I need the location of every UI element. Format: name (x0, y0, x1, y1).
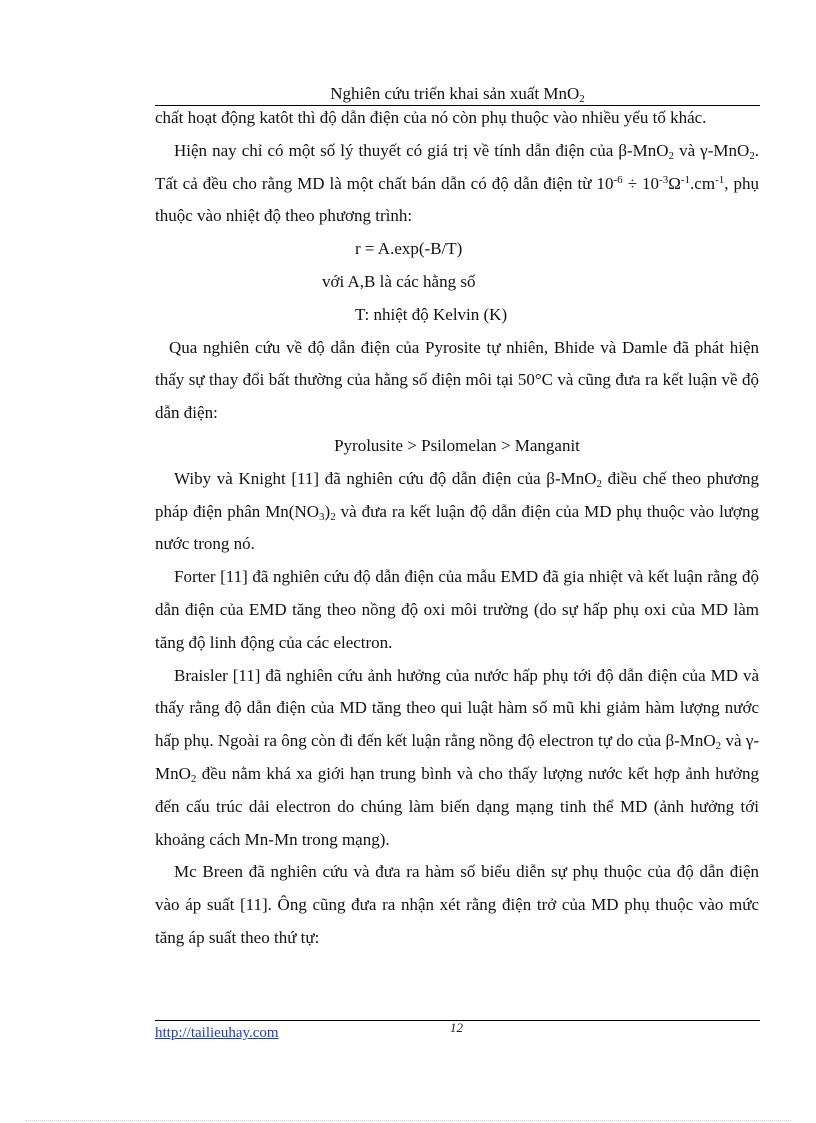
paragraph-3: Qua nghiên cứu về độ dẫn điện của Pyrosite tự nhiên, Bhide và Damle đã phát hiện thấy sự thay đổi bất thường của hằng số điện môi tại 50°C và cũng đưa ra kết luận về độ dẫn điện: (155, 337, 759, 423)
formula: r = A.exp(-B/T) (355, 239, 463, 259)
formula-note-constants: với A,B là các hằng số (322, 271, 476, 291)
paragraph-5: Forter [11] đã nghiên cứu độ dẫn điện của mẫu EMD đã gia nhiệt và kết luận rằng độ dẫn điện của EMD tăng theo nồng độ oxi môi trường (do sự hấp phụ oxi của MD làm tăng độ linh động của các electron. (155, 567, 759, 652)
formula-note-temperature: T: nhiệt độ Kelvin (K) (355, 304, 508, 324)
paragraph-2: Hiện nay chỉ có một số lý thuyết có giá trị về tính dẫn điện của β-MnO$_2$ và γ-MnO$_2$. Tất cả đều cho rằng MD là một chất bán dẫn có độ dẫn điện từ $10^{-6} \div 10^{-3}\Omega^{-1}.cm^{-1}$, phụ thuộc vào nhiệt độ theo phương trình: (155, 140, 759, 226)
conductivity-order: Pyrolusite > Psilomelan > Manganit (334, 435, 580, 455)
page-bottom-border (25, 1120, 791, 1121)
paragraph-1: chất hoạt động katôt thì độ dẫn điện của nó còn phụ thuộc vào nhiều yếu tố khác. (155, 108, 707, 127)
paragraph-7: Mc Breen đã nghiên cứu và đưa ra hàm số biểu diễn sự phụ thuộc của độ dẫn điện vào áp suất [11]. Ông cũng đưa ra nhận xét rằng điện trở của MD phụ thuộc vào mức tăng áp suất theo thứ tự: (155, 862, 759, 947)
footer-link[interactable]: http://tailieuhay.com (155, 1025, 279, 1041)
paragraph-4: Wiby và Knight [11] đã nghiên cứu độ dẫn điện của β-MnO$_2$ điều chế theo phương pháp điện phân $Mn(NO_3)_2$ và đưa ra kết luận độ dẫn điện của MD phụ thuộc vào lượng nước trong nó. (155, 468, 759, 554)
page-header-title: Nghiên cứu triển khai sản xuất MnO$_2$ (330, 84, 585, 105)
document-body (155, 102, 759, 955)
page-number: 12 (450, 1020, 463, 1035)
paragraph-6: Braisler [11] đã nghiên cứu ảnh hưởng của nước hấp phụ tới độ dẫn điện của MD và thấy rằng độ dẫn điện của MD tăng theo qui luật hàm số mũ khi giảm hàm lượng nước hấp phụ. Ngoài ra ông còn đi đến kết luận rằng nồng độ electron tự do của β-MnO$_2$ và γ-MnO$_2$ đều nằm khá xa giới hạn trung bình và cho thấy lượng nước kết hợp ảnh hưởng đến cấu trúc dải electron do chúng làm biến dạng mạng tinh thể MD (ảnh hưởng tới khoảng cách Mn-Mn trong mạng). (155, 665, 759, 849)
